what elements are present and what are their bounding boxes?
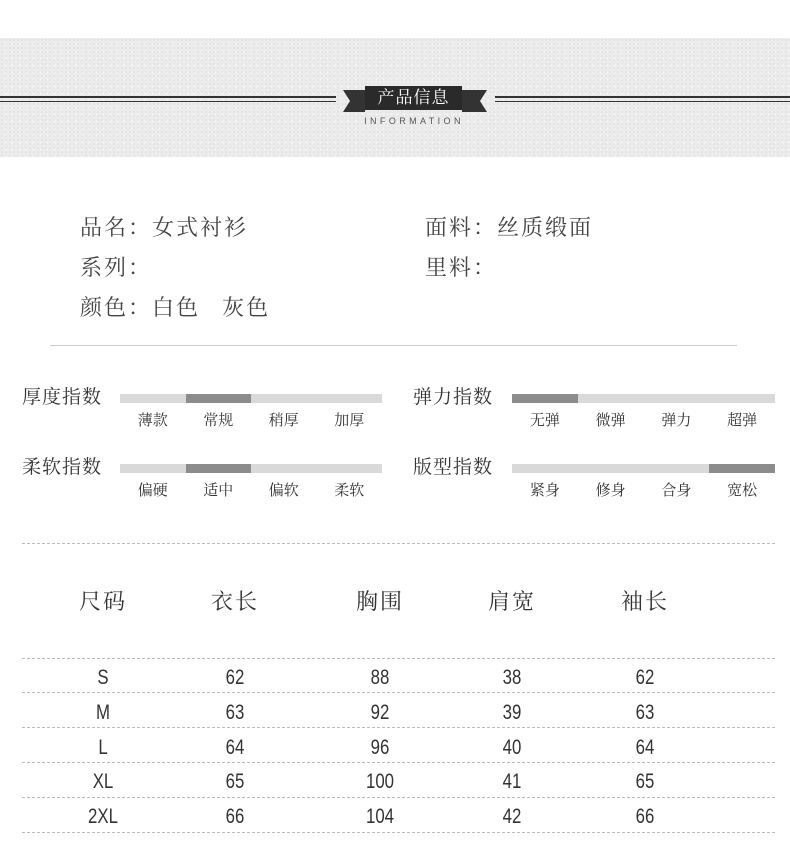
index-bar xyxy=(512,394,775,403)
lining-field xyxy=(425,255,497,281)
index-bar-segment xyxy=(644,464,710,473)
index-bar xyxy=(120,394,382,403)
index-levels xyxy=(120,482,382,500)
column-header: 衣长 xyxy=(210,589,259,614)
elasticity-index xyxy=(413,386,778,436)
divider xyxy=(50,345,737,346)
index-level-label: 宽松 xyxy=(727,482,758,499)
table-cell: 96 xyxy=(370,736,390,759)
field-label: 颜色： xyxy=(80,295,153,320)
index-level-label: 偏硬 xyxy=(137,482,168,499)
index-bar-segment xyxy=(186,464,252,473)
index-level-label: 适中 xyxy=(203,482,234,499)
index-levels xyxy=(512,412,775,430)
table-cell: 42 xyxy=(502,805,522,828)
table-row xyxy=(0,731,790,765)
thickness-index xyxy=(22,386,387,436)
index-level-label: 超弹 xyxy=(727,412,758,429)
table-cell: 38 xyxy=(502,666,522,689)
row-divider xyxy=(22,692,775,693)
index-bar-segment xyxy=(186,394,252,403)
table-row xyxy=(0,765,790,799)
index-bar xyxy=(512,464,775,473)
table-cell: L xyxy=(98,736,108,759)
field-label: 品名： xyxy=(80,215,153,240)
table-cell: 65 xyxy=(635,770,655,793)
table-cell: 62 xyxy=(635,666,655,689)
row-divider xyxy=(22,832,775,833)
index-level-label: 偏软 xyxy=(268,482,299,499)
table-cell: 40 xyxy=(502,736,522,759)
row-divider xyxy=(22,658,775,659)
row-divider xyxy=(22,762,775,763)
index-level-label: 弹力 xyxy=(661,412,692,429)
index-bar-segment xyxy=(512,394,578,403)
index-level-label: 无弹 xyxy=(529,412,560,429)
index-bar-segment xyxy=(120,394,186,403)
section-title: 产品信息 xyxy=(365,86,462,110)
field-value: 白色 灰色 xyxy=(152,295,271,320)
index-bar-segment xyxy=(317,394,383,403)
table-cell: 88 xyxy=(370,666,390,689)
softness-index xyxy=(22,456,387,506)
index-level-label: 紧身 xyxy=(529,482,560,499)
field-value: 女式衬衫 xyxy=(152,215,249,240)
product-name-field xyxy=(80,215,248,241)
index-level-label: 合身 xyxy=(661,482,692,499)
table-cell: 66 xyxy=(635,805,655,828)
index-level-label: 薄款 xyxy=(137,412,168,429)
index-level-label: 修身 xyxy=(595,482,626,499)
column-header: 胸围 xyxy=(355,589,404,614)
index-bar-segment xyxy=(709,394,775,403)
index-bar-segment xyxy=(512,464,578,473)
table-row xyxy=(0,800,790,834)
index-label: 弹力指数 xyxy=(413,387,494,408)
index-bar-segment xyxy=(251,394,317,403)
table-cell: 62 xyxy=(225,666,245,689)
index-bar-segment xyxy=(578,394,644,403)
index-bar-segment xyxy=(120,464,186,473)
table-row xyxy=(0,661,790,695)
table-cell: 63 xyxy=(635,701,655,724)
table-cell: 2XL xyxy=(88,805,118,828)
table-cell: 64 xyxy=(635,736,655,759)
color-field xyxy=(80,295,270,321)
fabric-field xyxy=(425,215,593,241)
fit-index xyxy=(413,456,778,506)
index-levels xyxy=(512,482,775,500)
field-label: 系列： xyxy=(80,255,153,280)
index-level-label: 加厚 xyxy=(334,412,365,429)
index-label: 版型指数 xyxy=(413,457,494,478)
field-value: 丝质缎面 xyxy=(497,215,594,240)
size-table-header xyxy=(0,589,790,615)
table-cell: S xyxy=(97,666,109,689)
dashed-divider xyxy=(22,543,775,544)
column-header: 袖长 xyxy=(620,589,669,614)
table-cell: 41 xyxy=(502,770,522,793)
row-divider xyxy=(22,727,775,728)
table-cell: 39 xyxy=(502,701,522,724)
banner-right-rule xyxy=(495,96,790,102)
section-subtitle: INFORMATION xyxy=(364,116,464,126)
table-cell: XL xyxy=(92,770,114,793)
table-cell: M xyxy=(96,701,110,724)
table-cell: 100 xyxy=(365,770,395,793)
table-cell: 65 xyxy=(225,770,245,793)
table-cell: 64 xyxy=(225,736,245,759)
series-field xyxy=(80,255,152,281)
field-label: 里料： xyxy=(425,255,498,280)
index-level-label: 微弹 xyxy=(595,412,626,429)
index-bar-segment xyxy=(578,464,644,473)
field-label: 面料： xyxy=(425,215,498,240)
index-level-label: 柔软 xyxy=(334,482,365,499)
index-bar xyxy=(120,464,382,473)
column-header: 尺码 xyxy=(78,589,127,614)
table-cell: 63 xyxy=(225,701,245,724)
table-row xyxy=(0,696,790,730)
index-bar-segment xyxy=(644,394,710,403)
table-cell: 92 xyxy=(370,701,390,724)
index-bar-segment xyxy=(317,464,383,473)
index-label: 柔软指数 xyxy=(22,457,103,478)
index-levels xyxy=(120,412,382,430)
table-cell: 104 xyxy=(365,805,395,828)
index-level-label: 常规 xyxy=(203,412,234,429)
row-divider xyxy=(22,797,775,798)
banner-left-rule xyxy=(0,96,336,102)
index-level-label: 稍厚 xyxy=(268,412,299,429)
index-bar-segment xyxy=(709,464,775,473)
index-bar-segment xyxy=(251,464,317,473)
column-header: 肩宽 xyxy=(487,589,536,614)
table-cell: 66 xyxy=(225,805,245,828)
index-label: 厚度指数 xyxy=(22,387,103,408)
